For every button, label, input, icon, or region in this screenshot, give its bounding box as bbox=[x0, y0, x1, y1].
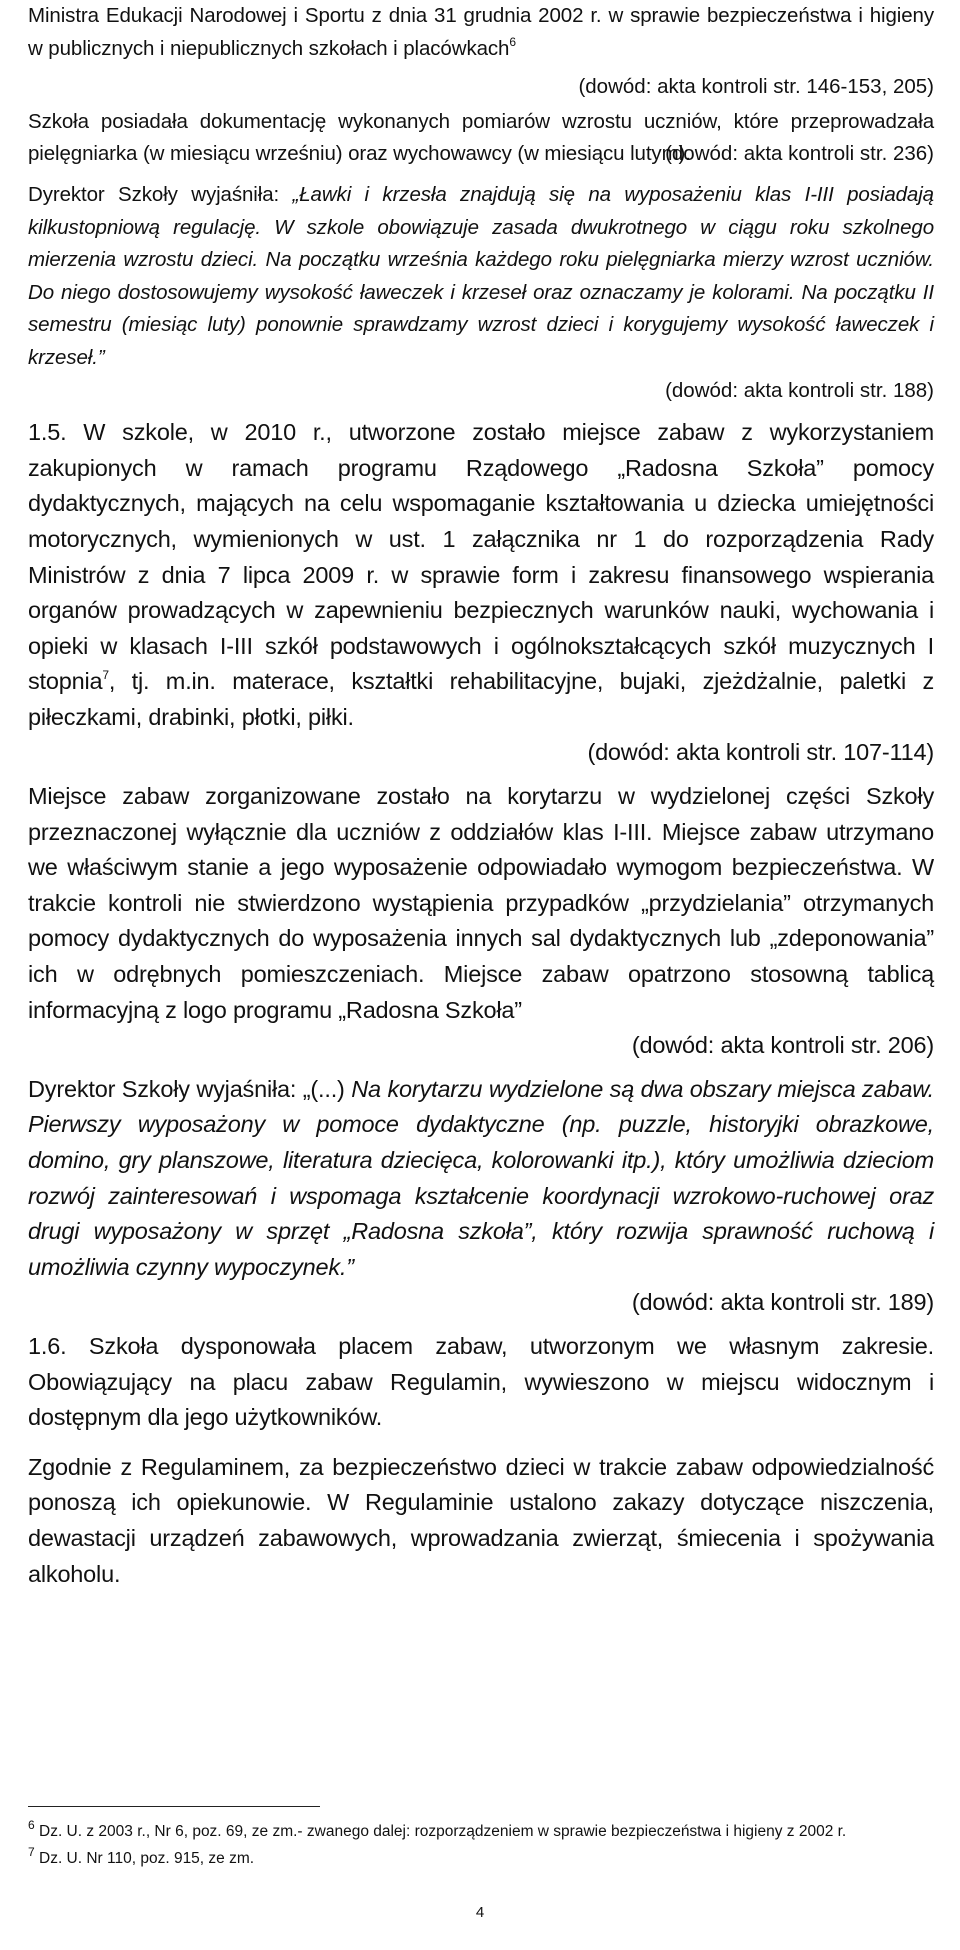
rules-text: Zgodnie z Regulaminem, za bezpieczeństwo dzieci w trakcie zabaw odpowiedzialność ponoszą ich opiekunowie. W Regulaminie ustalono zakazy dotyczące niszczenia, dewastacji urządzeń zabawowych, wprowadzania zwierząt, śmiecenia i spożywania alkoholu. bbox=[28, 1453, 934, 1587]
evidence-ref: (dowód: akta kontroli str. 206) bbox=[631, 1032, 934, 1059]
director-lead-2: Dyrektor Szkoły wyjaśniła: „(...) bbox=[28, 1075, 352, 1102]
playground-paragraph bbox=[28, 779, 934, 1028]
document-page bbox=[28, 0, 934, 1592]
director-quote: „Ławki i krzesła znajdują się na wyposażeniu klas I-III posiadają kilkustopniową regulację. W szkole obowiązuje zasada dwukrotnego w ciągu roku szkolnego mierzenia wzrostu dzieci. Na początku września każdego roku pielęgniarka mierzy wzrost uczniów. Do niego dostosowujemy wysokość ławeczek i krzeseł oraz oznaczamy je kolorami. Na początku II semestru (miesiąc luty) ponownie sprawdzamy wzrost dzieci i korygujemy wysokość ławeczek i krzeseł.” bbox=[28, 182, 934, 369]
section-1-6-text: 1.6. Szkoła dysponowała placem zabaw, utworzonym we własnym zakresie. Obowiązujący na placu zabaw Regulamin, wywieszono w miejscu widocznym i dostępnym dla jego użytkowników. bbox=[28, 1332, 934, 1431]
director-quote-2: Na korytarzu wydzielone są dwa obszary miejsca zabaw. Pierwszy wyposażony w pomoce dydaktyczne (np. puzzle, historyjki obrazkowe, domino, gry planszowe, literatura dziecięca, kolorowanki itp.), który umożliwia dzieciom rozwój zainteresowań i wspomaga kształcenie koordynacji wzrokowo-ruchowej oraz drugi wyposażony w sprzęt „Radosna szkoła”, który rozwija sprawność ruchową i umożliwia czynny wypoczynek.” bbox=[28, 1075, 935, 1280]
footnote-ref-7: 7 bbox=[102, 668, 109, 683]
footnote-7-text: Dz. U. Nr 110, poz. 915, ze zm. bbox=[34, 1850, 255, 1867]
large-text-section bbox=[28, 407, 934, 1592]
section-1-5-text-end: , tj. m.in. materace, kształtki rehabilitacyjne, bujaki, zjeżdżalnie, paletki z piłeczkami, drabinki, płotki, piłki. bbox=[28, 668, 934, 730]
footnote-7-number: 7 bbox=[28, 1844, 35, 1859]
evidence-ref: (dowód: akta kontroli str. 146-153, 205) bbox=[578, 75, 934, 99]
director-explanation-1 bbox=[28, 179, 934, 375]
rules-paragraph bbox=[28, 1450, 934, 1592]
footnotes bbox=[28, 1818, 934, 1872]
page-number: 4 bbox=[475, 1904, 485, 1921]
director-lead: Dyrektor Szkoły wyjaśniła: bbox=[28, 182, 293, 206]
section-1-5-text: 1.5. W szkole, w 2010 r., utworzone zostało miejsce zabaw z wykorzystaniem zakupionych w ramach programu Rządowego „Radosna Szkoła” pomocy dydaktycznych, mających na celu wspomaganie kształtowania u dziecka umiejętności motorycznych, wymienionych w ust. 1 załącznika nr 1 do rozporządzenia Rady Ministrów z dnia 7 lipca 2009 r. w sprawie form i zakresu finansowego wspierania organów prowadzących w zapewnieniu bezpiecznych warunków nauki, wychowania i opieki w klasach I-III szkół podstawowych i ogólnokształcących szkół muzycznych I stopnia bbox=[28, 419, 934, 695]
footnote-6 bbox=[28, 1818, 934, 1845]
director-explanation-2 bbox=[28, 1072, 934, 1286]
section-1-6 bbox=[28, 1329, 934, 1436]
intro-paragraph bbox=[28, 0, 934, 65]
footnote-6-number: 6 bbox=[28, 1817, 35, 1832]
evidence-ref: (dowód: akta kontroli str. 188) bbox=[665, 378, 934, 402]
playground-text: Miejsce zabaw zorganizowane zostało na korytarzu w wydzielonej części Szkoły przeznaczonej wyłącznie dla uczniów z oddziałów klas I-III. Miejsce zabaw utrzymano we właściwym stanie a jego wyposażenie odpowiadało wymogom bezpieczeństwa. W trakcie kontroli nie stwierdzono wystąpienia przypadków „przydzielania” otrzymanych pomocy dydaktycznych do wyposażenia innych sal dydaktycznych lub „zdeponowania” ich w odrębnych pomieszczeniach. Miejsce zabaw opatrzono stosowną tablicą informacyjną z logo programu „Radosna Szkoła” bbox=[28, 783, 934, 1023]
measurement-text: Szkoła posiadała dokumentację wykonanych pomiarów wzrostu uczniów, które przeprowadzała pielęgniarka (w miesiącu wrześniu) oraz wychowawcy (w miesiącu lutym). bbox=[28, 109, 934, 166]
section-1-5 bbox=[28, 415, 934, 735]
evidence-ref: (dowód: akta kontroli str. 189) bbox=[631, 1289, 934, 1316]
evidence-ref: (dowód: akta kontroli str. 236) bbox=[665, 142, 934, 166]
footnote-separator bbox=[28, 1806, 320, 1807]
footnote-7 bbox=[28, 1845, 934, 1872]
evidence-ref: (dowód: akta kontroli str. 107-114) bbox=[587, 739, 934, 766]
intro-text: Ministra Edukacji Narodowej i Sportu z dnia 31 grudnia 2002 r. w sprawie bezpieczeństwa i higieny w publicznych i niepublicznych szkołach i placówkach bbox=[28, 4, 934, 60]
footnote-ref-6: 6 bbox=[509, 34, 516, 49]
footnote-6-text: Dz. U. z 2003 r., Nr 6, poz. 69, ze zm.- zwanego dalej: rozporządzeniem w sprawie bezpieczeństwa i higieny z 2002 r. bbox=[34, 1823, 847, 1840]
